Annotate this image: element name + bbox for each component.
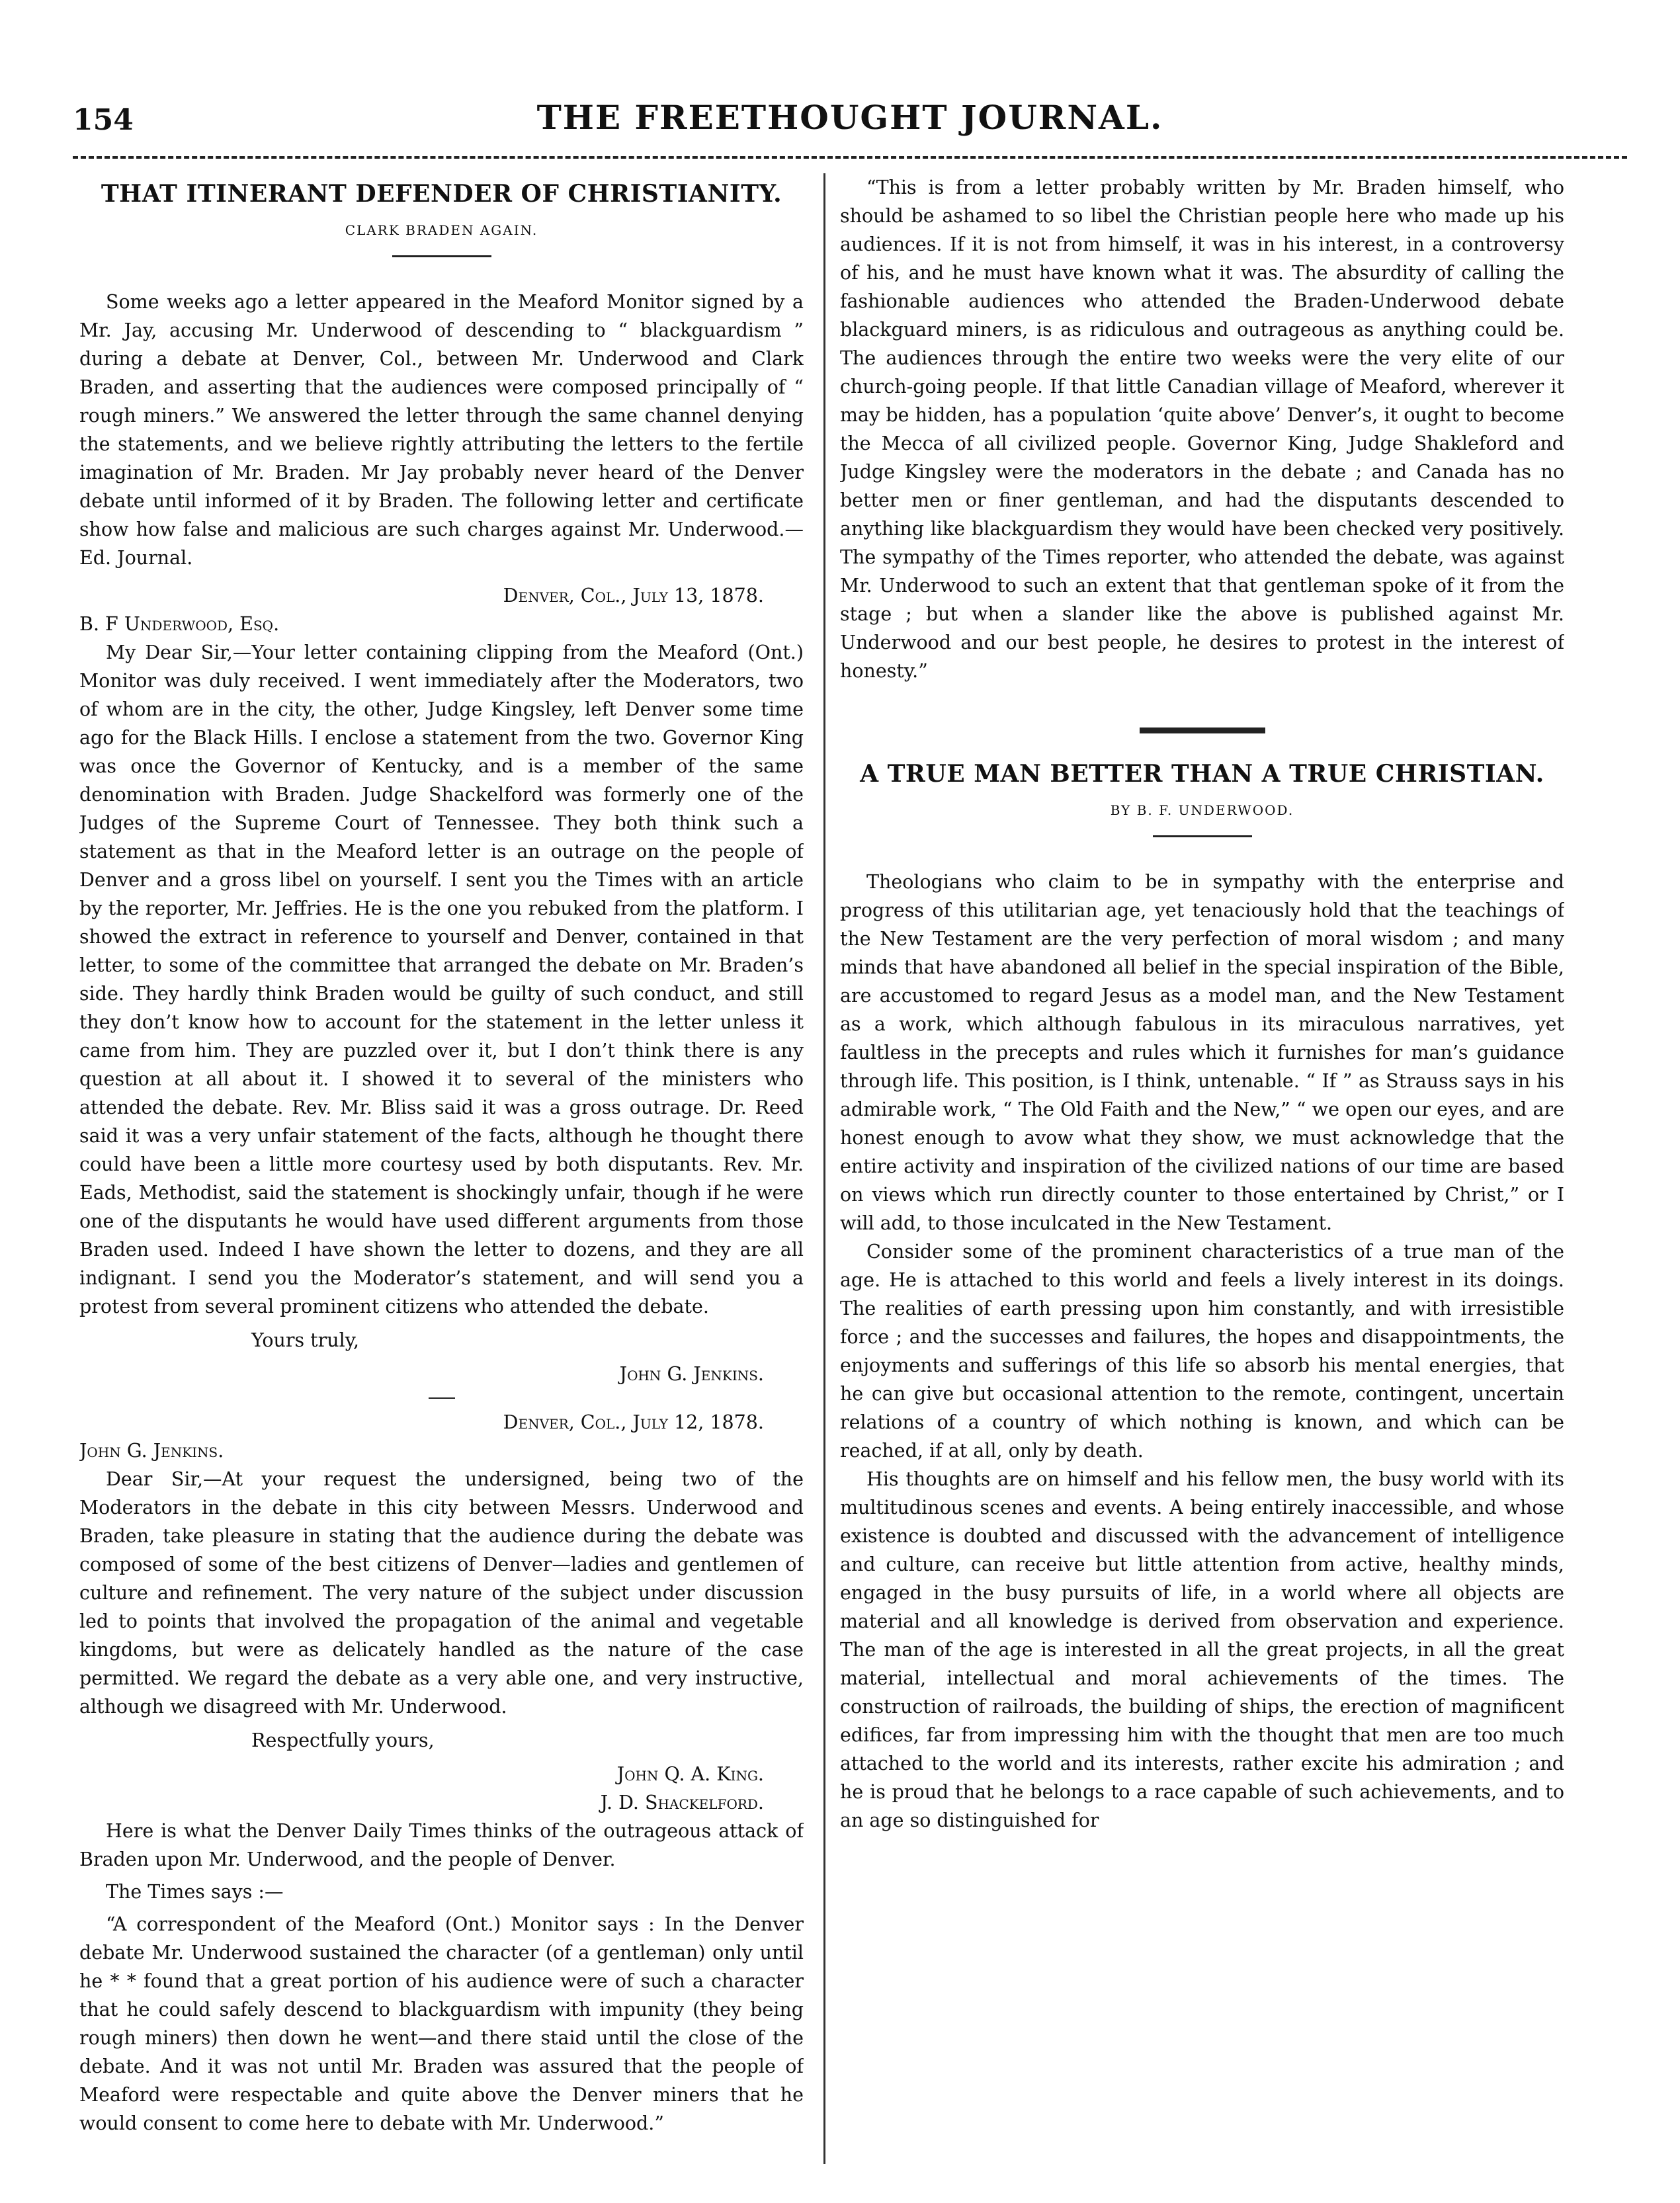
right-column [840, 173, 1564, 2164]
times-quote-part2: “This is from a letter probably written by Mr. Braden himself, who should be ashamed to so libel the Christian people here who made up his audiences. If it is not from himself, it was in his interest, in a controversy of his, and he must have known what it was. The absurdity of calling the fashionable audiences who attended the Braden-Underwood debate blackguard miners, is as ridiculous and outrageous as anything could be. The audiences through the entire two weeks were the very elite of our church-going people. If that little Canadian village of Meaford, wherever it may be hidden, has a population ‘quite above’ Denver’s, it ought to become the Mecca of all civilized people. Governor King, Judge Shakleford and Judge Kingsley were the moderators in the debate ; and Canada has no better men or finer gentleman, and had the disputants descended to anything like blackguardism they would have been checked very positively. The sympathy of the Times reporter, who attended the debate, was against Mr. Underwood to such an extent that that gentleman spoke of it from the stage ; but when a slander like the above is published against Mr. Underwood and our best people, he desires to protest in the interest of honesty.” [840, 177, 1564, 682]
article2-paragraph-3: His thoughts are on himself and his fellow men, the busy world with its multitudinous scenes and events. A being entirely inaccessible, and whose existence is doubted and discussed with the advancement of intelligence and culture, can receive but little attention from active, healthy minds, engaged in the busy pursuits of life, in a world where all objects are material and all knowledge is derived from observation and experience. The man of the age is interested in all the great projects, in all the great material, intellectual and moral achievements of the times. The construction of railroads, the building of ships, the erection of magnificent edifices, far from impressing him with the thought that men are too much attached to the world and its interests, rather excite his admiration ; and he is proud that he belongs to a race capable of such achievements, and to an age so distinguished for [840, 1468, 1564, 1831]
letter1-body: My Dear Sir,—Your letter containing clipping from the Meaford (Ont.) Monitor was duly received. I went immediately after the Moderators, two of whom are in the city, the other, Judge Kingsley, left Denver some time ago for the Black Hills. I enclose a statement from the two. Governor King was once the Governor of Kentucky, and is a member of the same denomination with Braden. Judge Shackelford was formerly one of the Judges of the Supreme Court of Tennessee. They both think such a statement as that in the Meaford letter is an outrage on the people of Denver and a gross libel on yourself. I sent you the Times with an article by the reporter, Mr. Jeffries. He is the one you rebuked from the platform. I showed the extract in reference to yourself and Denver, contained in that letter, to some of the committee that arranged the debate on Mr. Braden’s side. They hardly think Braden would be guilty of such conduct, and still they don’t know how to account for the statement in the letter unless it came from him. They are puzzled over it, but I don’t think there is any question at all about it. I showed it to several of the ministers who attended the debate. Rev. Mr. Bliss said it was a gross outrage. Dr. Reed said it was a very unfair statement of the facts, although he thought there could have been a little more courtesy used by both disputants. Rev. Mr. Eads, Methodist, said the statement is shockingly unfair, though if he were one of the disputants he would have used different arguments from those Braden used. Indeed I have shown the letter to dozens, and they are all indignant. I send you the Moderator’s statement, and will send you a protest from several prominent citizens who attended the debate. [79, 642, 804, 1317]
journal-title: THE FREETHOUGHT JOURNAL. [536, 98, 1163, 137]
letter-separator [429, 1397, 455, 1399]
byline-rule [1153, 835, 1252, 837]
times-quote-part1: “A correspondent of the Meaford (Ont.) Monitor says : In the Denver debate Mr. Underwood sustained the character (of a gentleman) only until he * * found that a great portion of his audience were of such a character that he could safely descend to blackguardism with impunity (they being rough miners) then down he went—and there staid until the close of the debate. And it was not until Mr. Braden was assured that the people of Meaford were respectable and quite above the Denver miners that he would consent to come here to debate with Mr. Underwood.” [79, 1913, 804, 2134]
letter2-closing: Respectfully yours, [251, 1729, 435, 1751]
article2-paragraph-1: Theologians who claim to be in sympathy with the enterprise and progress of this utilitarian age, yet tenaciously hold that the teachings of the New Testament are the very perfection of moral wisdom ; and many minds that have abandoned all belief in the special inspiration of the Bible, are accustomed to regard Jesus as a model man, and the New Testament as a work, which although fabulous in its miraculous narratives, yet faultless in the precepts and rules which it furnishes for man’s guidance through life. This position, is I think, untenable. “ If ” as Strauss says in his admirable work, “ The Old Faith and the New,” “ we open our eyes, and are honest enough to avow what they show, we must acknowledge that the entire activity and inspiration of the civilized nations of our time are based on views which run directly counter to those entertained by Christ,” or I will add, to those inculcated in the New Testament. [840, 871, 1564, 1234]
page-number: 154 [73, 103, 134, 137]
times-says: The Times says :— [106, 1881, 284, 1903]
letter2-body: Dear Sir,—At your request the undersigned, being two of the Moderators in the debate in this city between Messrs. Underwood and Braden, take pleasure in stating that the audience during the debate was composed of some of the best citizens of Denver—ladies and gentlemen of culture and refinement. The very nature of the subject under discussion led to points that involved the propagation of the animal and vegetable kingdoms, but were as delicately handled as the nature of the case permitted. We regard the debate as a very able one, and very instructive, although we disagreed with Mr. Underwood. [79, 1468, 804, 1718]
running-head [73, 98, 1627, 157]
letter2-signature-2: J. D. Shackelford. [600, 1792, 764, 1813]
article2-title: A TRUE MAN BETTER THAN A TRUE CHRISTIAN. [860, 760, 1544, 788]
letter1-dateline: Denver, Col., July 13, 1878. [503, 585, 764, 606]
title-rule [392, 255, 491, 257]
article1-intro: Some weeks ago a letter appeared in the Meaford Monitor signed by a Mr. Jay, accusing Mr. Underwood of descending to “ blackguardism ” during a debate at Denver, Col., between Mr. Underwood and Clark Braden, and asserting that the audiences were composed principally of “ rough miners.” We answered the letter through the same channel denying the statements, and we believe rightly attributing the letters to the fertile imagination of Mr. Braden. Mr Jay probably never heard of the Denver debate until informed of it by Braden. The following letter and certificate show how false and malicious are such charges against Mr. Underwood.—Ed. Journal. [79, 291, 804, 569]
article2-paragraph-2: Consider some of the prominent characteristics of a true man of the age. He is attached to this world and feels a lively interest in its doings. The realities of earth pressing upon him constantly, and with irresistible force ; and the successes and failures, the hopes and disappointments, the enjoyments and sufferings of this life so absorb his mental energies, that he can give but occasional attention to the remote, contingent, uncertain relations of a country of which nothing is known, and which can be reached, if at all, only by death. [840, 1241, 1564, 1462]
letter1-addressee: B. F Underwood, Esq. [79, 613, 280, 635]
article-separator-rule [1140, 727, 1265, 733]
header-rule [73, 156, 1627, 159]
letter1-closing: Yours truly, [251, 1329, 360, 1351]
letter2-dateline: Denver, Col., July 12, 1878. [503, 1411, 764, 1433]
article1-subtitle: CLARK BRADEN AGAIN. [345, 222, 538, 238]
column-divider [823, 173, 825, 2164]
article1-title: THAT ITINERANT DEFENDER OF CHRISTIANITY. [101, 180, 782, 208]
times-intro: Here is what the Denver Daily Times thinks of the outrageous attack of Braden upon Mr. Underwood, and the people of Denver. [79, 1820, 804, 1870]
letter1-signature: John G. Jenkins. [619, 1363, 764, 1385]
letter2-signature-1: John Q. A. King. [616, 1763, 764, 1785]
article2-byline: BY B. F. UNDERWOOD. [1110, 802, 1294, 818]
left-column [79, 173, 804, 2164]
letter2-addressee: John G. Jenkins. [79, 1440, 224, 1462]
